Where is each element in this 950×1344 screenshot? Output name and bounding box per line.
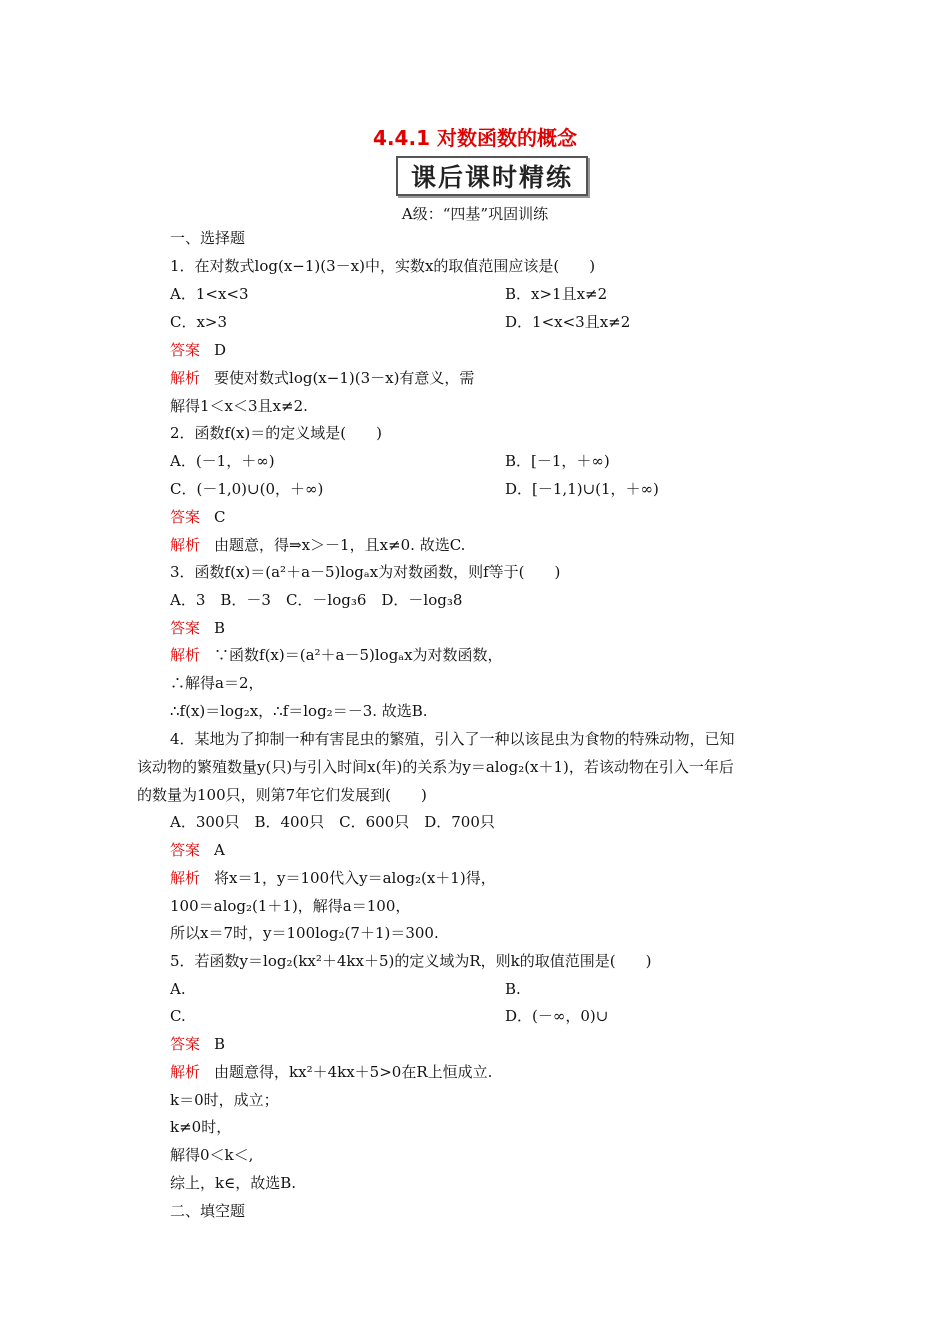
- q3-options: A．3 B．－3 C．－log₃6 D．－log₃8: [170, 591, 463, 609]
- q5-option-c: C.: [170, 1007, 186, 1025]
- q2-analysis-text: 由题意，得⇒x＞－1，且x≠0. 故选C.: [214, 536, 466, 554]
- q1-option-a: A．1<x<3: [170, 285, 249, 303]
- q4-analysis-text: 将x＝1，y＝100代入y＝alog₂(x＋1)得，: [214, 869, 496, 887]
- answer-label: 答案: [170, 1035, 201, 1053]
- q1-option-c: C．x>3: [170, 313, 228, 331]
- section-heading-fill: 二、填空题: [170, 1202, 246, 1220]
- analysis-label: 解析: [170, 1063, 201, 1081]
- q2-option-a: A．(－1，＋∞): [170, 452, 275, 470]
- q4-answer: [170, 840, 225, 860]
- q2-option-b: B．[－1，＋∞): [505, 452, 610, 470]
- q4-analysis-line1: 100＝alog₂(1＋1)，解得a＝100，: [170, 897, 411, 915]
- q4-analysis-line2: 所以x＝7时，y＝100log₂(7＋1)＝300.: [170, 924, 439, 942]
- q2-option-c: C．(－1,0)∪(0，＋∞): [170, 480, 324, 498]
- q5-option-d: D．(－∞，0)∪: [505, 1007, 609, 1025]
- q5-analysis-line2: k≠0时，: [170, 1118, 232, 1136]
- analysis-label: 解析: [170, 369, 201, 387]
- answer-label: 答案: [170, 341, 201, 359]
- q4-stem-line3: 的数量为100只，则第7年它们发展到( ): [137, 786, 427, 804]
- q3-answer-value: B: [214, 619, 226, 637]
- q1-answer: [170, 340, 226, 360]
- q5-answer-value: B: [214, 1035, 226, 1053]
- q2-option-d: D．[－1,1)∪(1，＋∞): [505, 480, 659, 498]
- q4-options: A．300只 B．400只 C．600只 D．700只: [170, 813, 495, 831]
- q2-analysis: [170, 535, 465, 555]
- q2-answer-value: C: [214, 508, 226, 526]
- q4-answer-value: A: [214, 841, 225, 859]
- analysis-label: 解析: [170, 646, 201, 664]
- q4-stem-line1: 4．某地为了抑制一种有害昆虫的繁殖，引入了一种以该昆虫为食物的特殊动物，已知: [170, 730, 735, 748]
- page-title: 4.4.1 对数函数的概念: [373, 126, 577, 150]
- q5-stem: 5．若函数y＝log₂(kx²＋4kx＋5)的定义域为R，则k的取值范围是( ): [170, 952, 652, 970]
- q3-stem: 3．函数f(x)＝(a²＋a－5)logₐx为对数函数，则f等于( ): [170, 563, 561, 581]
- q5-option-b: B.: [505, 980, 521, 998]
- q1-option-d: D．1<x<3且x≠2: [505, 313, 631, 331]
- q1-analysis: [170, 368, 474, 388]
- q3-analysis-line2: ∴f(x)＝log₂x，∴f＝log₂＝－3. 故选B.: [170, 702, 428, 720]
- q5-analysis-line4: 综上，k∈，故选B.: [170, 1174, 296, 1192]
- q3-answer: [170, 618, 225, 638]
- q3-analysis-line1: ∴解得a＝2，: [170, 674, 264, 692]
- answer-label: 答案: [170, 508, 201, 526]
- q4-stem-line2: 该动物的繁殖数量y(只)与引入时间x(年)的关系为y＝alog₂(x＋1)，若该动物在引入一年后: [137, 758, 734, 776]
- q1-option-b: B．x>1且x≠2: [505, 285, 608, 303]
- q5-analysis-text: 由题意得，kx²＋4kx＋5>0在R上恒成立.: [214, 1063, 493, 1081]
- q1-analysis-text: 要使对数式log(x−1)(3－x)有意义，需: [214, 369, 475, 387]
- q5-option-a: A.: [170, 980, 186, 998]
- q5-analysis-line1: k＝0时，成立；: [170, 1091, 279, 1109]
- analysis-label: 解析: [170, 869, 201, 887]
- answer-label: 答案: [170, 619, 201, 637]
- q3-analysis: [170, 645, 503, 665]
- q1-answer-value: D: [214, 341, 227, 359]
- q5-answer: [170, 1034, 225, 1054]
- q2-stem: 2．函数f(x)＝的定义域是( ): [170, 424, 382, 442]
- level-heading: A级：“四基”巩固训练: [401, 205, 549, 223]
- analysis-label: 解析: [170, 536, 201, 554]
- section-banner: 课后课时精练: [396, 156, 588, 196]
- q4-analysis: [170, 868, 496, 888]
- section-heading-choice: 一、选择题: [170, 229, 246, 247]
- q1-stem: 1．在对数式log(x−1)(3－x)中，实数x的取值范围应该是( ): [170, 257, 596, 275]
- q5-analysis: [170, 1062, 492, 1082]
- q3-analysis-text: ∵函数f(x)＝(a²＋a－5)logₐx为对数函数，: [214, 646, 503, 664]
- answer-label: 答案: [170, 841, 201, 859]
- q2-answer: [170, 507, 226, 527]
- q5-analysis-line3: 解得0＜k＜,: [170, 1146, 254, 1164]
- q1-analysis-line1: 解得1＜x＜3且x≠2.: [170, 397, 308, 415]
